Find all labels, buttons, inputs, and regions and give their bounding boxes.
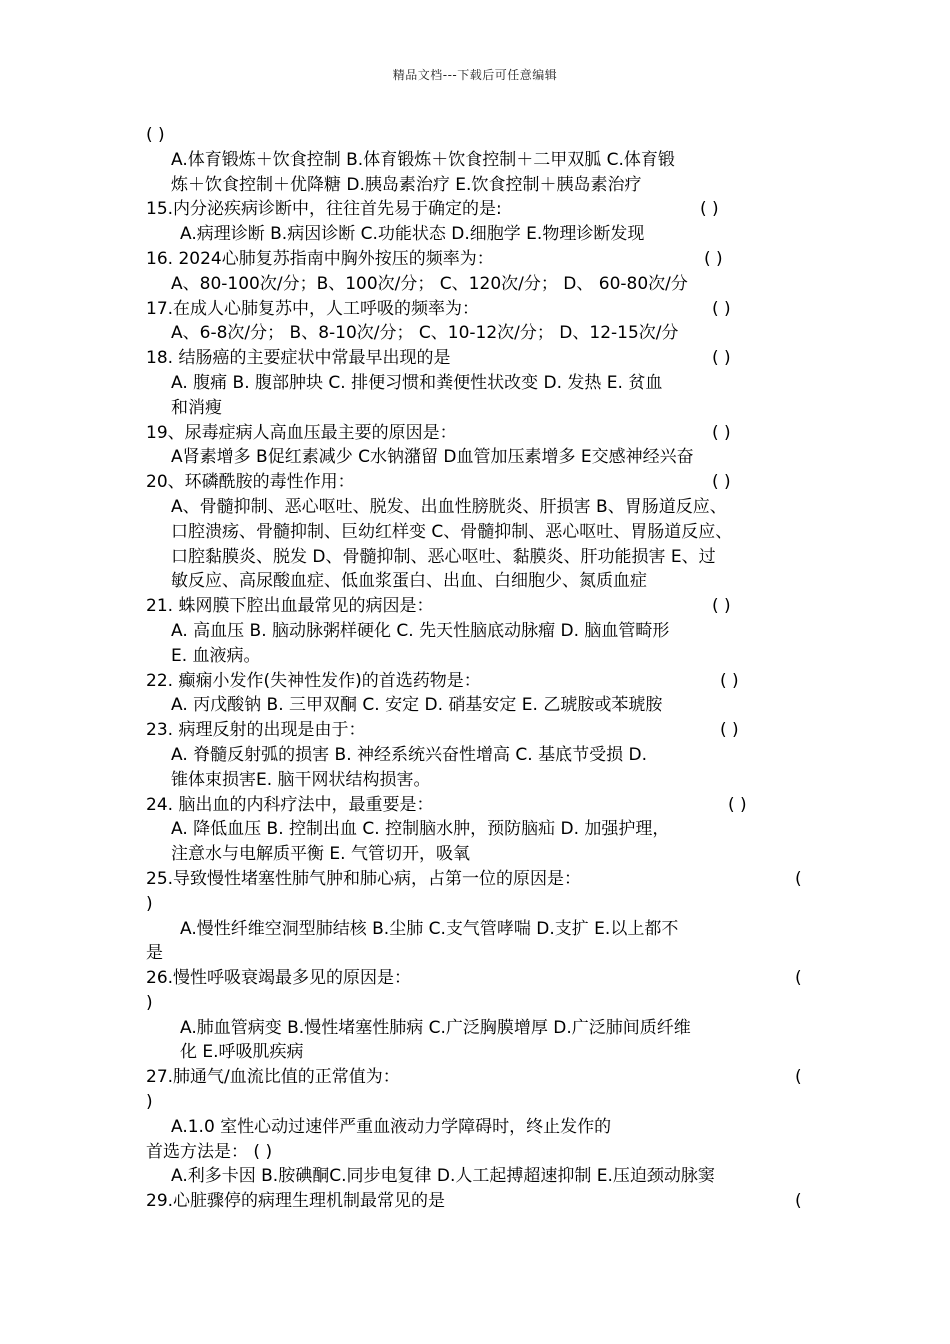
line-text: ) — [146, 1092, 153, 1113]
line-text: 22. 癫痫小发作(失神性发作)的首选药物是： — [146, 670, 481, 691]
line-text: A、6-8次/分； B、8-10次/分； C、10-12次/分； D、12-15次/分 — [171, 323, 679, 344]
document-line — [0, 619, 950, 644]
line-text: 首选方法是： ( ) — [146, 1141, 273, 1162]
document-line — [0, 545, 950, 570]
document-line — [0, 247, 950, 272]
document-line — [0, 669, 950, 694]
line-text: A.利多卡因 B.胺碘酮C.同步电复律 D.人工起搏超速抑制 E.压迫颈动脉窦 — [171, 1166, 715, 1187]
line-text: 16. 2024心肺复苏指南中胸外按压的频率为： — [146, 248, 494, 269]
line-text: 口腔溃疡、骨髓抑制、巨幼红样变 C、骨髓抑制、恶心呕吐、胃肠道反应、 — [171, 521, 733, 542]
line-text: 是 — [146, 943, 163, 964]
line-text: 15.内分泌疾病诊断中，往往首先易于确定的是: — [146, 199, 502, 220]
answer-bracket: ( — [795, 868, 802, 889]
line-text: A.病理诊断 B.病因诊断 C.功能状态 D.细胞学 E.物理诊断发现 — [180, 224, 645, 245]
line-text: A. 腹痛 B. 腹部肿块 C. 排便习惯和粪便性状改变 D. 发热 E. 贫血 — [171, 372, 663, 393]
answer-bracket: ( ) — [728, 794, 747, 815]
line-text: 18. 结肠癌的主要症状中常最早出现的是 — [146, 348, 451, 369]
document-line — [0, 396, 950, 421]
line-text: E. 血液病。 — [171, 645, 261, 666]
document-line — [0, 1140, 950, 1165]
line-text: 26.慢性呼吸衰竭最多见的原因是： — [146, 968, 412, 989]
document-line — [0, 297, 950, 322]
document-line — [0, 594, 950, 619]
document-line — [0, 321, 950, 346]
line-text: 口腔黏膜炎、脱发 D、骨髓抑制、恶心呕吐、黏膜炎、肝功能损害 E、过 — [171, 546, 716, 567]
document-line — [0, 991, 950, 1016]
line-text: A. 降低血压 B. 控制出血 C. 控制脑水肿，预防脑疝 D. 加强护理， — [171, 819, 670, 840]
line-text: A. 脊髓反射弧的损害 B. 神经系统兴奋性增高 C. 基底节受损 D. — [171, 744, 647, 765]
line-text: A、80-100次/分；B、100次/分； C、120次/分； D、 60-80次/分 — [171, 273, 688, 294]
document-line — [0, 693, 950, 718]
document-line — [0, 1016, 950, 1041]
line-text: 和消瘦 — [171, 397, 222, 418]
line-text: ) — [146, 992, 153, 1013]
line-text: 25.导致慢性堵塞性肺气肿和肺心病，占第一位的原因是： — [146, 868, 582, 889]
line-text: 21. 蛛网膜下腔出血最常见的病因是： — [146, 596, 434, 617]
document-line — [0, 445, 950, 470]
line-text: 17.在成人心肺复苏中，人工呼吸的频率为： — [146, 298, 480, 319]
answer-bracket: ( ) — [720, 720, 739, 741]
document-line — [0, 867, 950, 892]
document-line — [0, 346, 950, 371]
document-line — [0, 1115, 950, 1140]
answer-bracket: ( ) — [704, 248, 723, 269]
document-line — [0, 569, 950, 594]
document-line — [0, 644, 950, 669]
document-line — [0, 1189, 950, 1214]
document-line — [0, 941, 950, 966]
document-line — [0, 123, 950, 148]
line-text: 炼＋饮食控制＋优降糖 D.胰岛素治疗 E.饮食控制＋胰岛素治疗 — [171, 174, 642, 195]
document-line — [0, 892, 950, 917]
line-text: 27.肺通气/血流比值的正常值为： — [146, 1067, 400, 1088]
page-header: 精品文档---下载后可任意编辑 — [392, 68, 558, 82]
document-line — [0, 917, 950, 942]
line-text: A. 高血压 B. 脑动脉粥样硬化 C. 先天性脑底动脉瘤 D. 脑血管畸形 — [171, 620, 670, 641]
document-line — [0, 421, 950, 446]
answer-bracket: ( — [795, 1067, 802, 1088]
document-line — [0, 1065, 950, 1090]
document-line — [0, 222, 950, 247]
line-text: ) — [146, 893, 153, 914]
answer-bracket: ( ) — [712, 596, 731, 617]
document-body — [0, 123, 950, 1214]
document-line — [0, 148, 950, 173]
document-line — [0, 842, 950, 867]
document-line — [0, 817, 950, 842]
line-text: 注意水与电解质平衡 E. 气管切开，吸氧 — [171, 844, 470, 865]
document-line — [0, 966, 950, 991]
line-text: 29.心脏骤停的病理生理机制最常见的是 — [146, 1191, 446, 1212]
line-text: 敏反应、高尿酸血症、低血浆蛋白、出血、白细胞少、氮质血症 — [171, 571, 647, 592]
document-line — [0, 371, 950, 396]
answer-bracket: ( ) — [712, 348, 731, 369]
line-text: 23. 病理反射的出现是由于： — [146, 720, 366, 741]
answer-bracket: ( ) — [712, 298, 731, 319]
document-line — [0, 1090, 950, 1115]
answer-bracket: ( — [795, 1191, 802, 1212]
document-line — [0, 793, 950, 818]
line-text: 19、尿毒症病人高血压最主要的原因是： — [146, 422, 457, 443]
document-line — [0, 470, 950, 495]
line-text: ( ) — [146, 125, 165, 145]
document-line — [0, 495, 950, 520]
line-text: 20、环磷酰胺的毒性作用： — [146, 472, 355, 493]
line-text: A. 丙戊酸钠 B. 三甲双酮 C. 安定 D. 硝基安定 E. 乙琥胺或苯琥胺 — [171, 695, 663, 716]
document-line — [0, 520, 950, 545]
document-line — [0, 743, 950, 768]
line-text: 锥体束损害E. 脑干网状结构损害。 — [171, 769, 431, 790]
document-line — [0, 1040, 950, 1065]
answer-bracket: ( ) — [712, 472, 731, 493]
document-line — [0, 1164, 950, 1189]
answer-bracket: ( ) — [712, 422, 731, 443]
answer-bracket: ( — [795, 968, 802, 989]
line-text: A.肺血管病变 B.慢性堵塞性肺病 C.广泛胸膜增厚 D.广泛肺间质纤维 — [180, 1017, 691, 1038]
line-text: 化 E.呼吸肌疾病 — [180, 1042, 304, 1063]
line-text: A肾素增多 B促红素减少 C水钠潴留 D血管加压素增多 E交感神经兴奋 — [171, 447, 694, 468]
document-line — [0, 173, 950, 198]
answer-bracket: ( ) — [720, 670, 739, 691]
line-text: A.慢性纤维空洞型肺结核 B.尘肺 C.支气管哮喘 D.支扩 E.以上都不 — [180, 918, 679, 939]
answer-bracket: ( ) — [700, 199, 719, 220]
line-text: 24. 脑出血的内科疗法中，最重要是： — [146, 794, 434, 815]
document-line — [0, 197, 950, 222]
document-line — [0, 718, 950, 743]
document-line — [0, 768, 950, 793]
line-text: A.1.0 室性心动过速伴严重血液动力学障碍时，终止发作的 — [171, 1116, 612, 1137]
document-line — [0, 272, 950, 297]
line-text: A、骨髓抑制、恶心呕吐、脱发、出血性膀胱炎、肝损害 B、胃肠道反应、 — [171, 496, 727, 517]
line-text: A.体育锻炼＋饮食控制 B.体育锻炼＋饮食控制＋二甲双胍 C.体育锻 — [171, 149, 675, 170]
